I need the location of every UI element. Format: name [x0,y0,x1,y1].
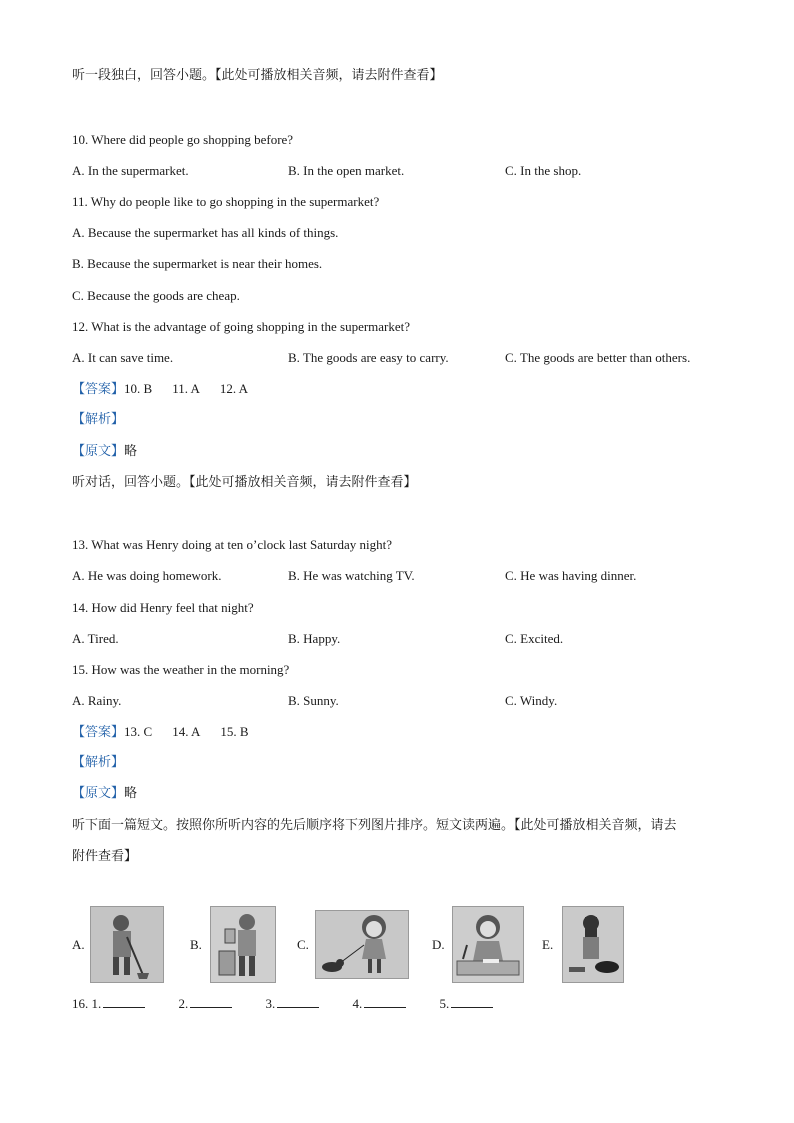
answer-10: 10. B [124,381,153,396]
q12-option-a: A. It can save time. [72,350,174,365]
answer-11: 11. A [172,381,200,396]
answer-15: 15. B [220,724,249,739]
q13-option-c: C. He was having dinner. [505,568,637,583]
answer-tag: 【答案】 [72,382,125,397]
picture-label-e: E. [542,937,554,952]
analysis-tag-1: 【解析】 [72,412,125,427]
answer-tag: 【答案】 [72,725,125,740]
answer-blank-5[interactable] [451,995,493,1008]
answer-blanks-row [72,995,523,1012]
question-14: 14. How did Henry feel that night? [72,600,254,615]
answer-blank-2[interactable] [190,995,232,1008]
blank-item-1 [92,995,146,1012]
q13-option-b: B. He was watching TV. [288,568,415,583]
picture-label-a: A. [72,937,85,952]
q11-option-c: C. Because the goods are cheap. [72,288,240,303]
q15-option-a: A. Rainy. [72,693,122,708]
question-11: 11. Why do people like to go shopping in the supermarket? [72,194,380,209]
q14-option-a: A. Tired. [72,631,119,646]
answer-13: 13. C [124,724,153,739]
section2-instruction: 听对话，回答小题。【此处可播放相关音频，请去附件查看】 [72,475,417,490]
blank-label: 5. [439,996,450,1011]
q14-option-c: C. Excited. [505,631,564,646]
q14-option-b: B. Happy. [288,631,341,646]
original-row-1 [72,444,137,460]
question-10: 10. Where did people go shopping before? [72,132,294,147]
answer-blank-1[interactable] [103,995,145,1008]
picture-label-d: D. [432,937,445,952]
boy-with-bag-icon [210,906,276,983]
girl-at-desk-icon [452,906,524,983]
answer-row-2 [72,724,269,741]
person-sweeping-icon [90,906,164,983]
blank-item-3 [266,995,320,1012]
q10-option-c: C. In the shop. [505,163,582,178]
original-text: 略 [124,786,138,801]
answer-blank-4[interactable] [364,995,406,1008]
question-13: 13. What was Henry doing at ten o’clock last Saturday night? [72,537,392,552]
q11-option-a: A. Because the supermarket has all kinds of things. [72,225,339,240]
q12-option-c: C. The goods are better than others. [505,350,691,365]
blank-item-5 [440,995,494,1012]
original-text: 略 [124,444,138,459]
question-16-number: 16. [72,996,89,1011]
answer-row-1 [72,381,268,398]
section1-instruction: 听一段独白，回答小题。【此处可播放相关音频，请去附件查看】 [72,68,443,83]
picture-label-c: C. [297,937,309,952]
woman-cooking-icon [562,906,624,983]
original-tag: 【原文】 [72,786,125,801]
section3-instruction-line1: 听下面一篇短文。按照你所听内容的先后顺序将下列图片排序。短文读两遍。【此处可播放相关音频，请去 [72,818,677,833]
answer-12: 12. A [219,381,249,396]
picture-label-b: B. [190,937,202,952]
blank-item-2 [179,995,233,1012]
blank-label: 1. [91,996,102,1011]
original-row-2 [72,786,137,802]
answer-14: 14. A [172,724,201,739]
analysis-tag-2: 【解析】 [72,755,125,770]
girl-walking-dog-icon [315,910,409,979]
original-tag: 【原文】 [72,444,125,459]
blank-label: 2. [178,996,189,1011]
q10-option-b: B. In the open market. [288,163,405,178]
q15-option-b: B. Sunny. [288,693,339,708]
answer-blank-3[interactable] [277,995,319,1008]
blank-label: 4. [352,996,363,1011]
q12-option-b: B. The goods are easy to carry. [288,350,449,365]
question-12: 12. What is the advantage of going shopping in the supermarket? [72,319,411,334]
blank-item-4 [353,995,407,1012]
q11-option-b: B. Because the supermarket is near their homes. [72,256,323,271]
blank-label: 3. [265,996,276,1011]
q13-option-a: A. He was doing homework. [72,568,222,583]
question-15: 15. How was the weather in the morning? [72,662,290,677]
q15-option-c: C. Windy. [505,693,558,708]
q10-option-a: A. In the supermarket. [72,163,189,178]
section3-instruction-line2: 附件查看】 [72,849,138,864]
